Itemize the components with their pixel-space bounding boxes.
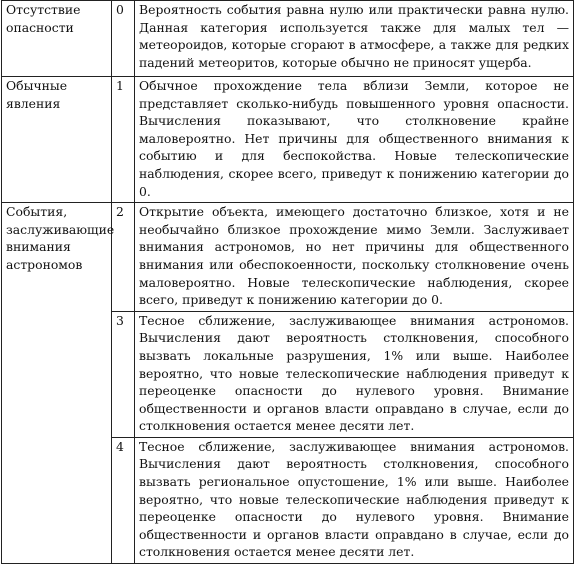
description-cell: [135, 1, 574, 77]
description-text: Открытие объекта, имеющего достаточно близкое, хотя и не необычайно близкое прохождение мимо Земли. Заслуживает внимания астрономов, но нет причины для общественного внимания или обеспокоенности, поскольку столкновение очень маловероятно. Новые телескопические наблюдения, скорее всего, приведут к понижению категории до 0.: [139, 204, 569, 308]
description-cell: [135, 77, 574, 203]
category-cell: События, заслуживающие внимания астрономов: [2, 203, 112, 564]
category-cell: Обычные явления: [2, 77, 112, 203]
description-cell: [135, 203, 574, 312]
level-cell: 1: [112, 77, 135, 203]
table-row: [2, 203, 574, 312]
description-text: Обычное прохождение тела вблизи Земли, которое не представляет сколько-нибудь повышенного уровня опасности. Вычисления показывают, что столкновение крайне маловероятно. Нет причины для общественного внимания к событию и для беспокойства. Новые телескопические наблюдения, скорее всего, приведут к понижению категории до 0.: [139, 78, 569, 199]
table-row: [2, 1, 574, 77]
level-cell: 0: [112, 1, 135, 77]
level-cell: 4: [112, 437, 135, 563]
description-text: Вероятность события равна нулю или практически равна нулю. Данная категория используется также для малых тел — метеороидов, которые сгорают в атмосфере, а также для редких падений метеоритов, которые обычно не приносят ущерба.: [139, 2, 569, 70]
description-cell: [135, 311, 574, 437]
table-row: [2, 77, 574, 203]
level-cell: 2: [112, 203, 135, 312]
description-text: Тесное сближение, заслуживающее внимания астрономов. Вычисления дают вероятность столкновения, способного вызвать локальные разрушения, 1% или выше. Наиболее вероятно, что новые телескопические наблюдения приведут к переоценке опасности до нулевого уровня. Внимание общественности и органов власти оправдано в случае, если до столкновения остается менее десяти лет.: [139, 312, 569, 434]
level-cell: 3: [112, 311, 135, 437]
torino-scale-table: [1, 0, 574, 564]
description-cell: [135, 437, 574, 563]
category-cell: Отсутствие опасности: [2, 1, 112, 77]
description-text: Тесное сближение, заслуживающее внимания астрономов. Вычисления дают вероятность столкновения, способного вызвать региональное опустошение, 1% или выше. Наиболее вероятно, что новые телескопические наблюдения приведут к переоценке опасности до нулевого уровня. Внимание общественности и органов власти оправдано в случае, если до столкновения остается менее десяти лет.: [139, 438, 569, 560]
